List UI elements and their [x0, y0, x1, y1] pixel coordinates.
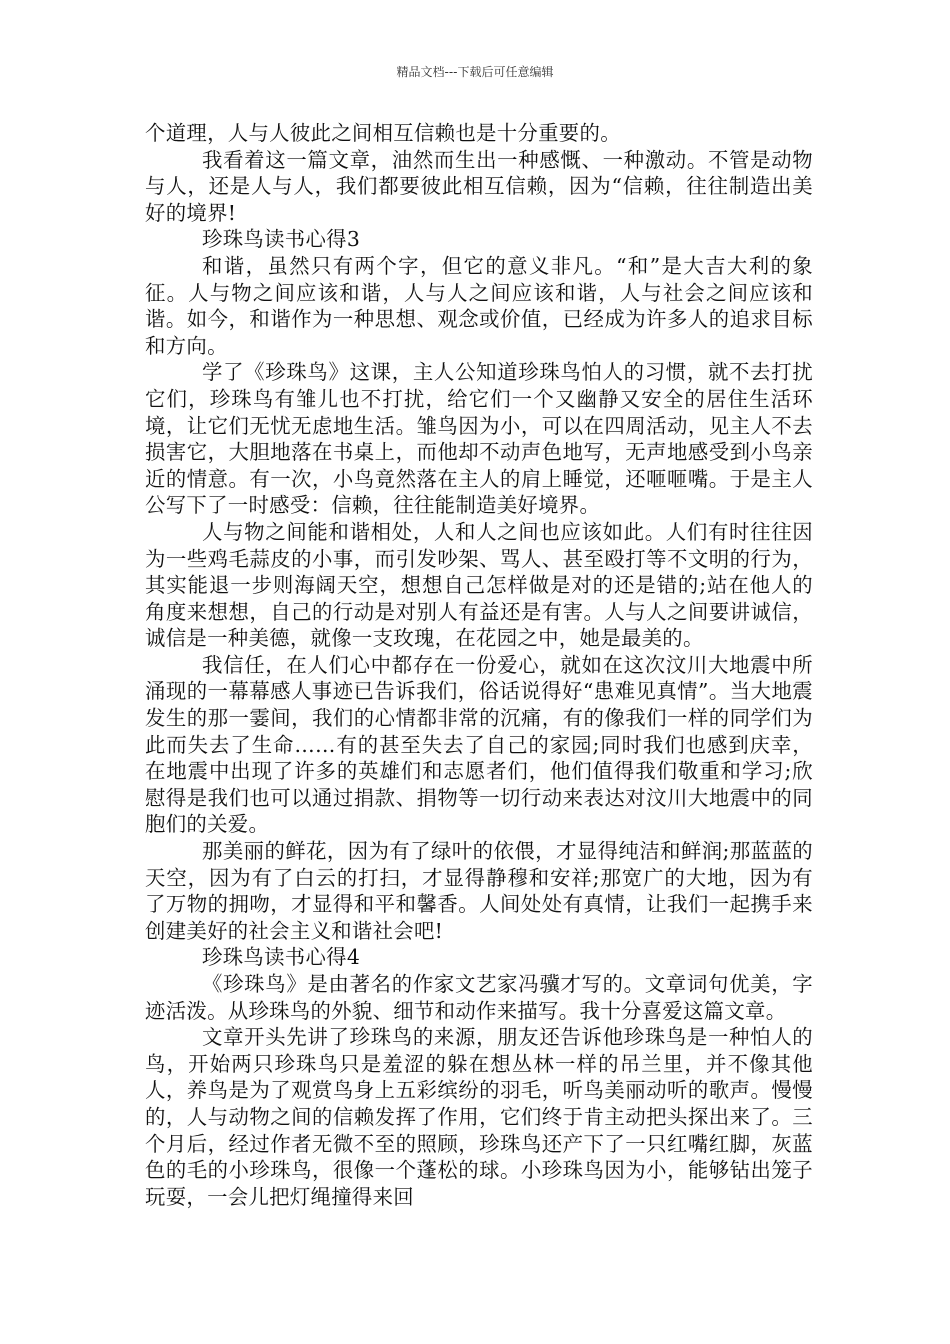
paragraph: 文章开头先讲了珍珠鸟的来源，朋友还告诉他珍珠鸟是一种怕人的鸟，开始两只珍珠鸟只是羞涩的躲在想丛林一样的吊兰里，并不像其他人，养鸟是为了观赏鸟身上五彩缤纷的羽毛，听鸟美丽动听的歌声。慢慢的，人与动物之间的信赖发挥了作用，它们终于肯主动把头探出来了。三个月后，经过作者无微不至的照顾，珍珠鸟还产下了一只红嘴红脚，灰蓝色的毛的小珍珠鸟，很像一个蓬松的球。小珍珠鸟因为小，能够钻出笼子玩耍，一会儿把灯绳撞得来回: [145, 1025, 813, 1209]
page-header: 精品文档---下载后可任意编辑: [396, 65, 554, 79]
paragraph: 《珍珠鸟》是由著名的作家文艺家冯骥才写的。文章词句优美，字迹活泼。从珍珠鸟的外貌、细节和动作来描写。我十分喜爱这篇文章。: [145, 972, 813, 1023]
paragraph: 那美丽的鲜花，因为有了绿叶的依偎，才显得纯洁和鲜润;那蓝蓝的天空，因为有了白云的打扫，才显得静穆和安祥;那宽广的大地，因为有了万物的拥吻，才显得和平和馨香。人间处处有真情，让我们一起携手来创建美好的社会主义和谐社会吧!: [145, 839, 813, 943]
paragraph: 我看着这一篇文章，油然而生出一种感慨、一种激动。不管是动物与人，还是人与人，我们都要彼此相互信赖，因为“信赖，往往制造出美好的境界!: [145, 147, 813, 225]
document-body: [145, 120, 813, 1210]
paragraph: 个道理，人与人彼此之间相互信赖也是十分重要的。: [145, 121, 621, 145]
paragraph: 学了《珍珠鸟》这课，主人公知道珍珠鸟怕人的习惯，就不去打扰它们，珍珠鸟有雏儿也不打扰，给它们一个又幽静又安全的居住生活环境，让它们无忧无虑地生活。雏鸟因为小，可以在四周活动，见主人不去损害它，大胆地落在书桌上，而他却不动声色地写，无声地感受到小鸟亲近的情意。有一次，小鸟竟然落在主人的肩上睡觉，还咂咂嘴。于是主人公写下了一时感受：信赖，往往能制造美好境界。: [145, 360, 813, 518]
paragraph: 人与物之间能和谐相处，人和人之间也应该如此。人们有时往往因为一些鸡毛蒜皮的小事，而引发吵架、骂人、甚至殴打等不文明的行为，其实能退一步则海阔天空，想想自己怎样做是对的还是错的;站在他人的角度来想想，自己的行动是对别人有益还是有害。人与人之间要讲诚信，诚信是一种美德，就像一支玫瑰，在花园之中，她是最美的。: [145, 519, 813, 651]
paragraph: 我信任，在人们心中都存在一份爱心，就如在这次汶川大地震中所涌现的一幕幕感人事迹已告诉我们，俗话说得好“患难见真情”。当大地震发生的那一霎间，我们的心情都非常的沉痛，有的像我们一样的同学们为此而失去了生命……有的甚至失去了自己的家园;同时我们也感到庆幸，在地震中出现了许多的英雄们和志愿者们，他们值得我们敬重和学习;欣慰得是我们也可以通过捐款、捐物等一切行动来表达对汶川大地震中的同胞们的关爱。: [145, 652, 813, 837]
section-heading: 珍珠鸟读书心得3: [202, 227, 361, 252]
paragraph: 和谐，虽然只有两个字，但它的意义非凡。“和”是大吉大利的象征。人与物之间应该和谐，人与人之间应该和谐，人与社会之间应该和谐。如今，和谐作为一种思想、观念或价值，已经成为许多人的追求目标和方向。: [145, 253, 813, 358]
section-heading: 珍珠鸟读书心得4: [202, 945, 361, 970]
